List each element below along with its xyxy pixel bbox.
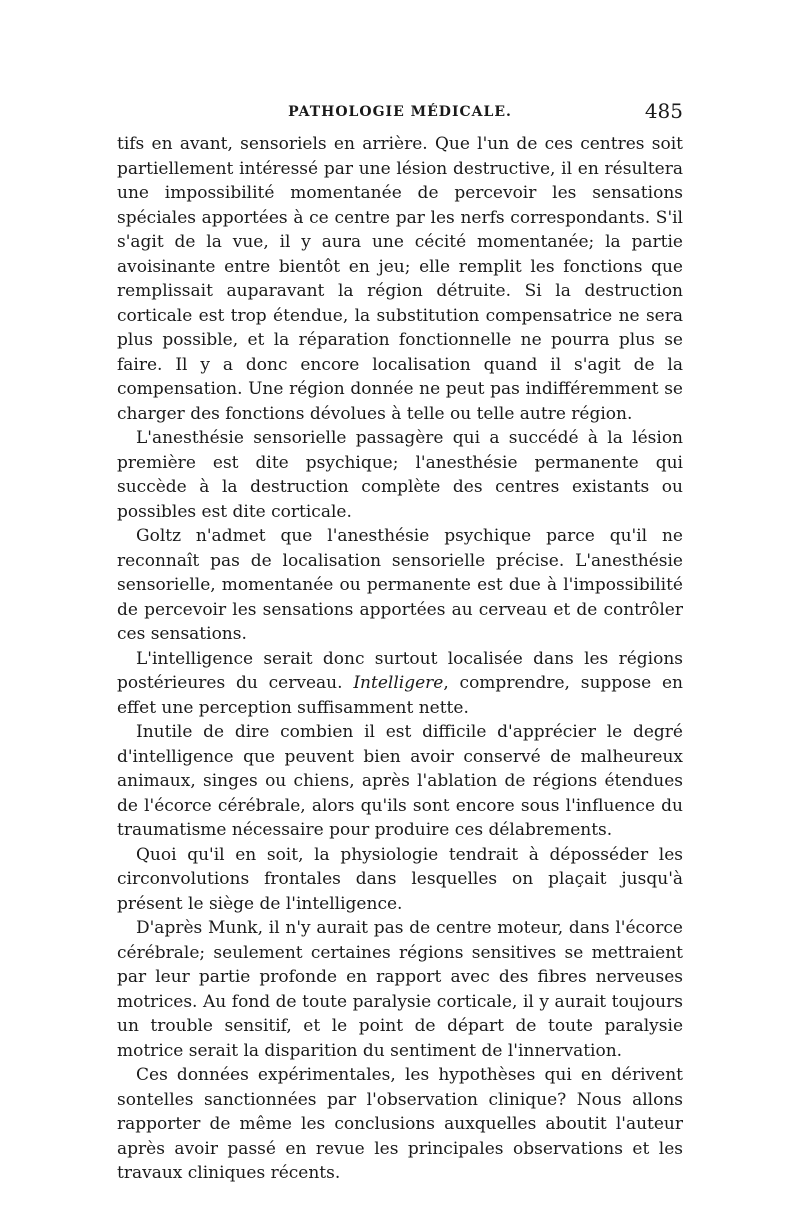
paragraph-goltz: Goltz n'admet que l'anesthésie psychique parce qu'il ne reconnaît pas de localisation sensorielle précise. L'anesthésie sensorielle, momentanée ou permanente est due à l'impossibilité de percevoir les sensations apportées au cerveau et de contrôler ces sensations. [117,526,683,644]
paragraph-munk: D'après Munk, il n'y aurait pas de centre moteur, dans l'écorce cérébrale; seulement certaines régions sensitives se mettraient par leur partie profonde en rapport avec des fibres nerveuses motrices. Au fond de toute paralysie corticale, il y aurait toujours un trouble sensitif, et le point de départ de toute paralysie motrice serait la disparition du sentiment de l'innervation. [117,918,683,1061]
running-head [117,92,683,132]
paragraph-intelligence [117,647,683,721]
paragraph-inutile: Inutile de dire combien il est difficile d'apprécier le degré d'intelligence que peuvent bien avoir conservé de malheureux animaux, singes ou chiens, après l'ablation de régions étendues de l'écorce cérébrale, alors qu'ils sont encore sous l'influence du traumatisme nécessaire pour produire ces délabrements. [117,722,683,840]
running-title: PATHOLOGIE MÉDICALE. [288,104,512,120]
paragraph-quoi: Quoi qu'il en soit, la physiologie tendrait à déposséder les circonvolutions frontales dans lesquelles on plaçait jusqu'à présent le siège de l'intelligence. [117,844,683,914]
paragraph-anesthesie: L'anesthésie sensorielle passagère qui a succédé à la lésion première est dite psychique; l'anesthésie permanente qui succède à la destruction complète des centres existants ou possibles est dite corticale. [117,428,683,522]
paragraph-continuation: tifs en avant, sensoriels en arrière. Que l'un de ces centres soit partiellement intéressé par une lésion destructive, il en résultera une impossibilité momentanée de percevoir les sensations spéciales apportées à ce centre par les nerfs correspondants. S'il s'agit de la vue, il y aura une cécité momentanée; la partie avoisinante entre bientôt en jeu; elle remplit les fonctions que remplissait auparavant la région détruite. Si la destruction corticale est trop étendue, la substitution compensatrice ne sera plus possible, et la réparation fonctionnelle ne pourra plus se faire. Il y a donc encore localisation quand il s'agit de la compensation. Une région donnée ne peut pas indifféremment se charger des fonctions dévolues à telle ou telle autre région. [117,134,683,424]
intelligence-text-before: L'intelligence serait donc surtout localisée dans les régions postérieures du cerveau. [117,648,683,693]
paragraph-donnees: Ces données expérimentales, les hypothèses qui en dérivent sontelles sanctionnées par l'observation clinique? Nous allons rapporter de même les conclusions auxquelles aboutit l'auteur après avoir passé en revue les principales observations et les travaux cliniques récents. [117,1065,683,1183]
body-text [117,132,683,1186]
page-number: 485 [644,99,683,123]
intelligence-text-after: , comprendre, suppose en effet une perception suffisamment nette. [117,673,684,718]
book-page [117,92,683,1186]
intelligere-italic: Intelligere [353,673,444,693]
